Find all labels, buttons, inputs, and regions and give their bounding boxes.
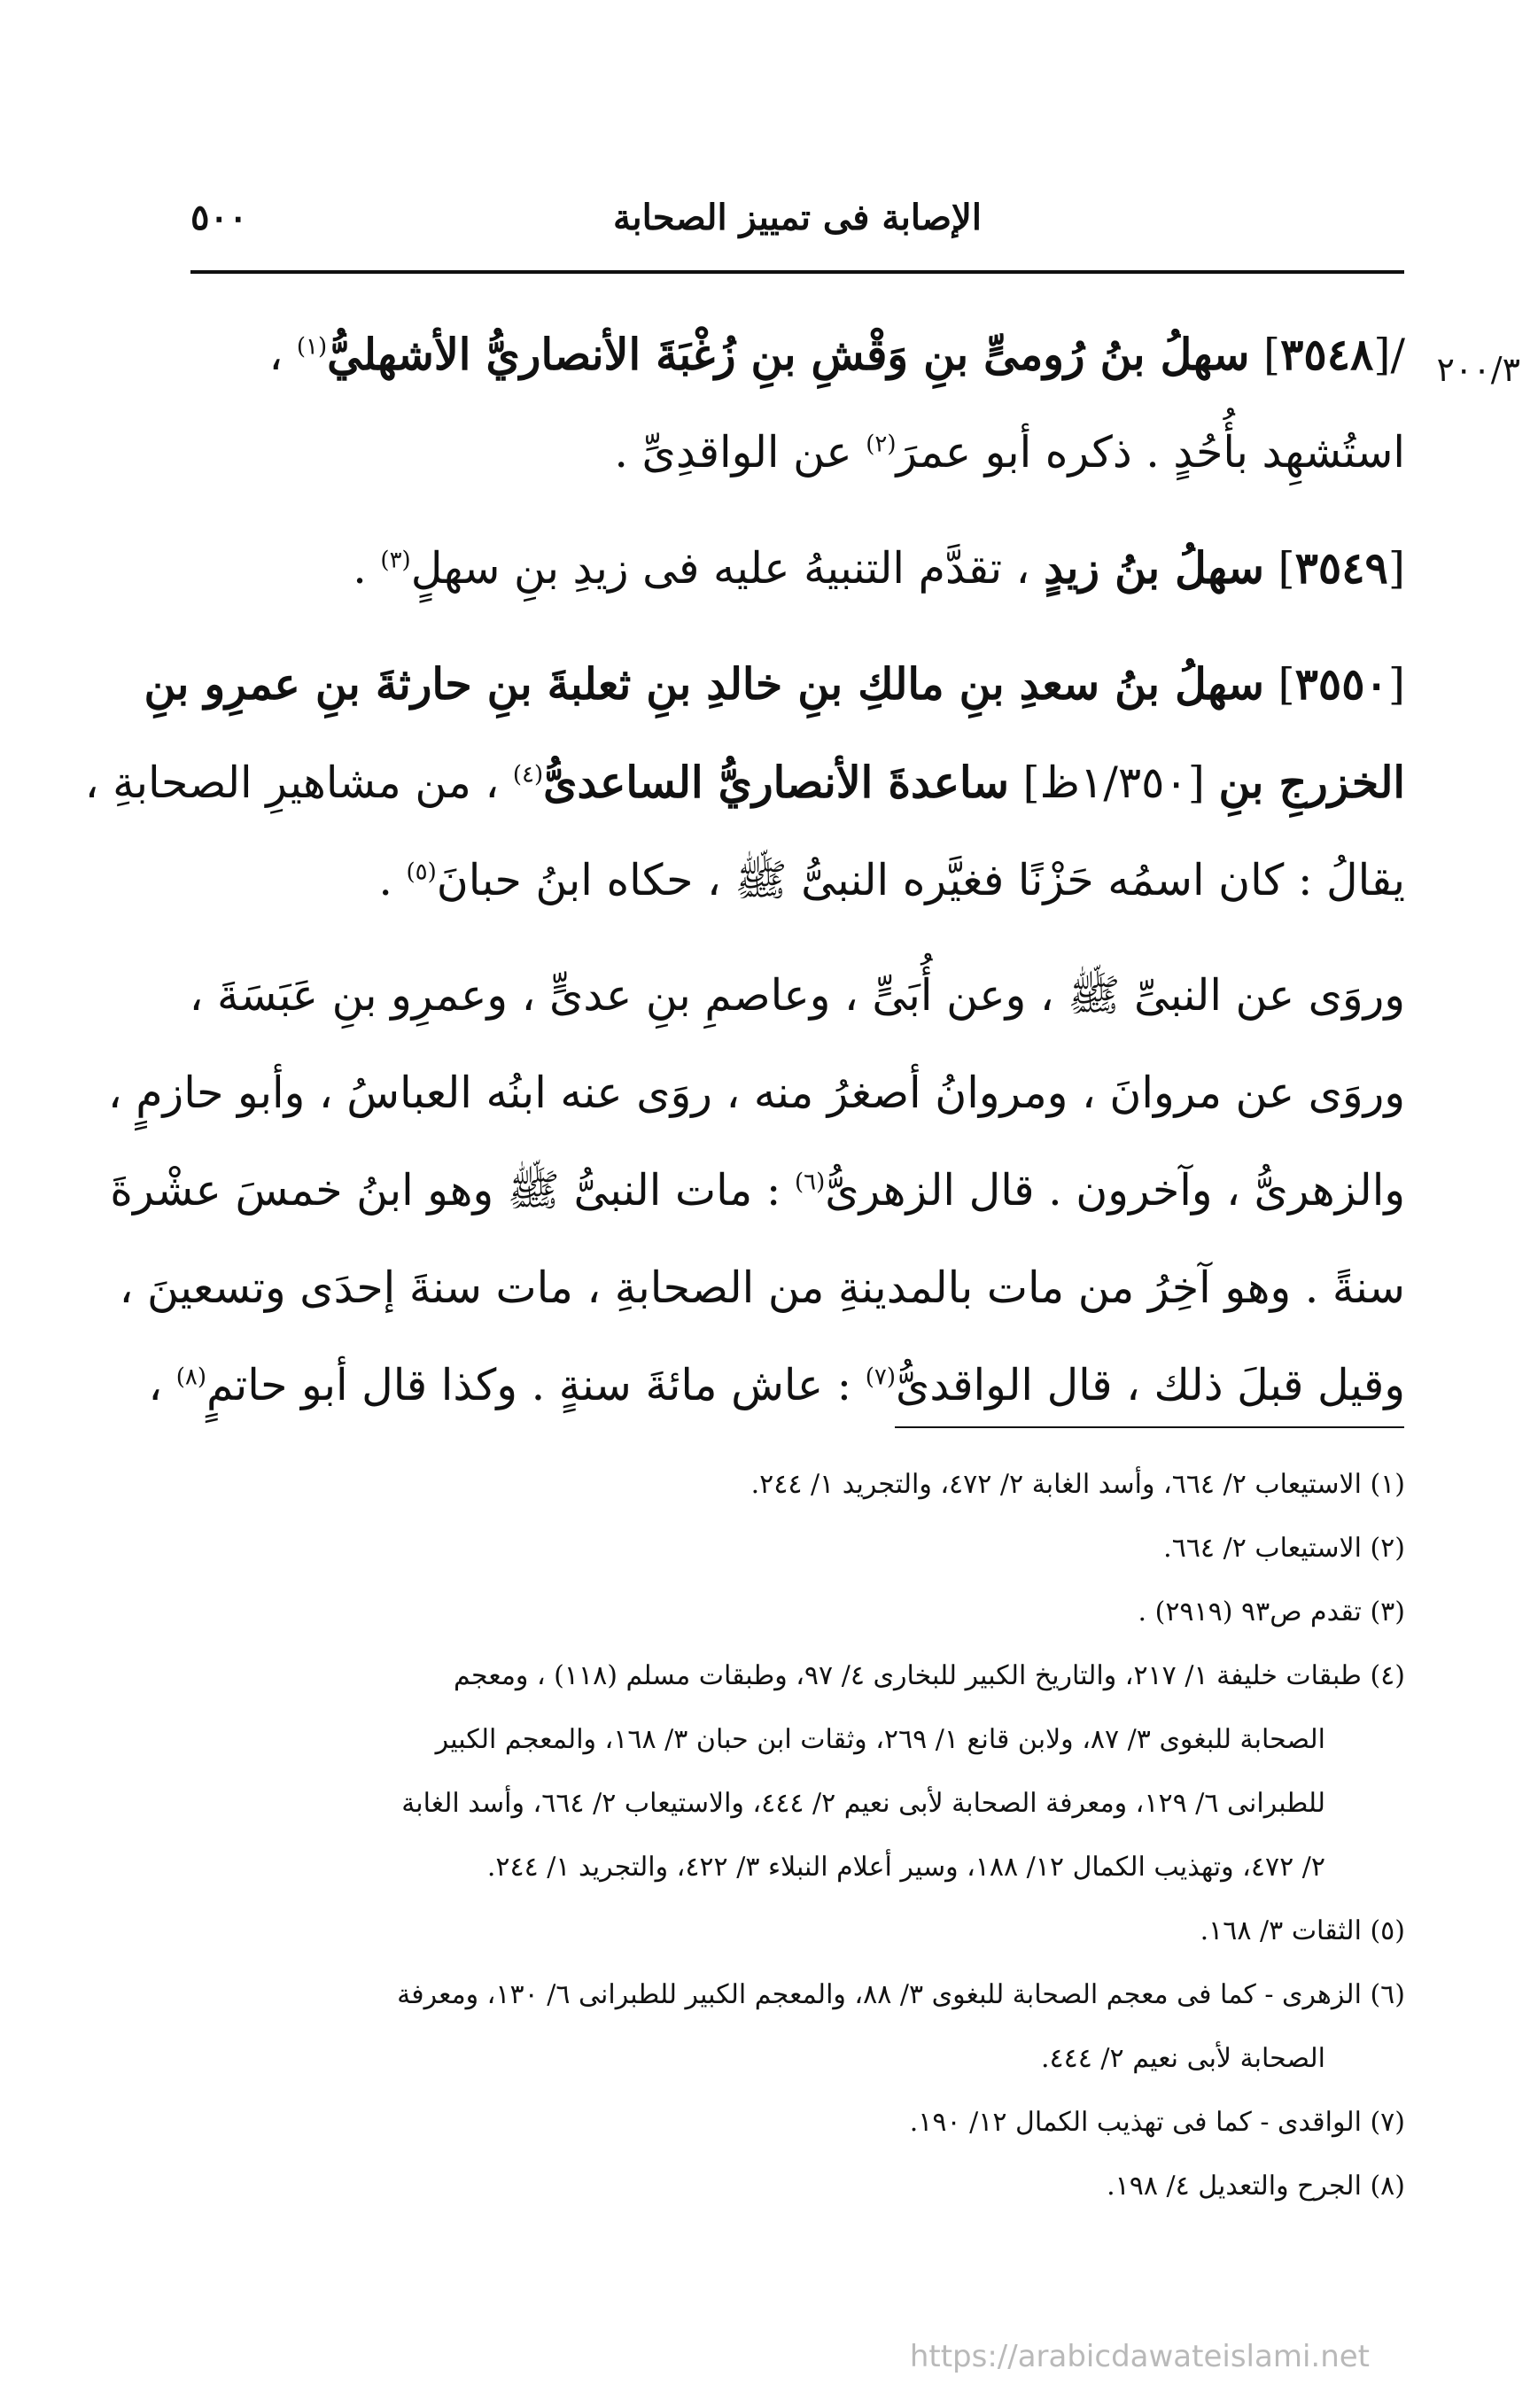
entry-number: ٣٥٤٩ [1294,542,1388,594]
footnote-marker: (٣) [380,547,411,574]
entry-paragraph [134,519,1405,618]
text-line [134,635,1405,734]
body-text: . [378,855,407,905]
footnote-line: (٧) الواقدى - كما فى تهذيب الكمال ١٢/ ١٩٠. [909,2107,1405,2138]
footnote-line: الصحابة للبغوى ٣/ ٨٧، ولابن قانع ١/ ٢٦٩، وثقات ابن حبان ٣/ ١٦٨، والمعجم الكبير [435,1724,1325,1755]
entry-paragraph [107,947,1405,1434]
text-line [107,1045,1405,1142]
text-line [134,1337,1405,1434]
footnotes [134,1453,1405,2218]
page-header [190,197,1404,250]
paragraph-gap [134,618,1405,635]
footnote-line: (٥) الثقات ٣/ ١٦٨. [1200,1915,1405,1946]
footnote-line: (٨) الجرح والتعديل ٤/ ١٩٨. [1107,2171,1405,2202]
main-text [84,306,1405,1434]
watermark-url: https://arabicdawateislami.net [909,2339,1370,2374]
entry-name: سهلُ بنُ سعدِ بنِ مالكِ بنِ خالدِ بنِ ثعلبةَ بنِ حارثةَ بنِ عمرِو بنِ [144,658,1264,710]
body-text: وروَى عن مروانَ ، ومروانُ أصغرُ منه ، روَى عنه ابنُه العباسُ ، وأبو حازمٍ ، [107,1068,1405,1118]
footnote-marker: (٥) [406,858,437,886]
entry-paragraph [134,306,1405,501]
header-rule [190,270,1404,274]
body-text: سنةً . وهو آخِرُ من مات بالمدينةِ من الصحابةِ ، مات سنةَ إحدَى وتسعينَ ، [119,1262,1405,1313]
footnote-marker: (١) [296,333,328,361]
body-text: والزهرىُّ ، وآخرون . قال الزهرىُّ [825,1165,1405,1216]
footnote-marker: (٦) [794,1169,826,1196]
body-text: : مات النبىُّ ﷺ وهو ابنُ خمسَ عشْرةَ [110,1165,795,1216]
text-line [84,734,1405,832]
text-line [134,306,1405,404]
bracket: ] [1263,543,1295,594]
body-text: : عاش مائةَ سنةٍ . وكذا قال أبو حاتمٍ [206,1360,866,1410]
running-title: الإصابة فى تمييز الصحابة [613,197,982,238]
body-text: ، [268,330,297,380]
footnote-line: (٦) الزهرى - كما فى معجم الصحابة للبغوى ٣/ ٨٨، والمعجم الكبير للطبرانى ٦/ ١٣٠، ومعرفة [397,1979,1405,2010]
entry-number: ٣٥٤٨ [1280,329,1374,380]
text-line [110,1142,1405,1239]
paragraph-gap [134,929,1405,947]
entry-name: ساعدةَ الأنصاريُّ الساعدىُّ [543,757,1009,808]
bracket: ] [1263,659,1295,710]
footnote-line: ٢/ ٤٧٢، وتهذيب الكمال ١٢/ ١٨٨، وسير أعلام النبلاء ٣/ ٤٢٢، والتجريد ١/ ٢٤٤. [486,1852,1325,1883]
footnote-line: الصحابة لأبى نعيم ٢/ ٤٤٤. [1040,2043,1325,2074]
text-line [119,1239,1405,1337]
body-text: ، [148,1360,176,1410]
bracket: [ [1387,659,1405,710]
paragraph-gap [134,501,1405,519]
bracket: /[ [1373,330,1405,380]
text-line [134,404,1405,501]
entry-paragraph [84,635,1405,929]
body-text: . [353,543,381,594]
body-text: ، من مشاهيرِ الصحابةِ ، [84,757,513,808]
page-number: ٥٠٠ [190,197,248,238]
body-text: وقيل قبلَ ذلك ، قال الواقدىُّ [896,1360,1405,1410]
margin-reference: ٢٠٠/٣ [1436,350,1520,389]
bracket: ] [1249,330,1281,380]
entry-name: الخزرجِ بنِ [1218,757,1405,808]
footnote-marker: (٤) [512,761,544,788]
entry-name: سهلُ بنُ رُومىٍّ بنِ وَقْشِ بنِ زُغْبَةَ الأنصاريُّ الأشهليُّ [327,329,1250,380]
footnote-line: (٤) طبقات خليفة ١/ ٢١٧، والتاريخ الكبير للبخارى ٤/ ٩٧، وطبقات مسلم (١١٨) ، ومعجم [454,1660,1405,1691]
text-line [134,519,1405,618]
footnote-line: (١) الاستيعاب ٢/ ٦٦٤، وأسد الغابة ٢/ ٤٧٢، والتجريد ١/ ٢٤٤. [750,1469,1405,1500]
footnote-marker: (٨) [175,1363,206,1391]
bracket: [ [1387,543,1405,594]
footnote-marker: (٧) [865,1363,897,1391]
body-text: [١/٣٥٠ظ] [1008,757,1219,808]
body-text: وروَى عن النبىِّ ﷺ ، وعن أُبَىٍّ ، وعاصمِ بنِ عدىٍّ ، وعمرِو بنِ عَبَسَةَ ، [189,970,1405,1021]
text-line [134,832,1405,929]
body-text: عن الواقدِىِّ . [614,427,866,478]
entry-number: ٣٥٥٠ [1294,658,1388,710]
footnote-line: للطبرانى ٦/ ١٢٩، ومعرفة الصحابة لأبى نعيم ٢/ ٤٤٤، والاستيعاب ٢/ ٦٦٤، وأسد الغابة [401,1788,1325,1819]
text-line [134,947,1405,1045]
footnote-rule [895,1426,1404,1428]
body-text: يقالُ : كان اسمُه حَزْنًا فغيَّره النبىُّ ﷺ ، حكاه ابنُ حبانَ [436,855,1405,905]
body-text: استُشهِد بأُحُدٍ . ذكره أبو عمرَ [896,427,1405,478]
entry-name: سهلُ بنُ زيدٍ [1044,542,1264,594]
footnote-marker: (٢) [866,431,897,458]
footnote-line: (٣) تقدم ص٩٣ (٢٩١٩) . [1138,1596,1405,1627]
footnote-line: (٢) الاستيعاب ٢/ ٦٦٤. [1163,1533,1405,1564]
body-text: ، تقدَّم التنبيهُ عليه فى زيدِ بنِ سهلٍ [410,543,1045,594]
